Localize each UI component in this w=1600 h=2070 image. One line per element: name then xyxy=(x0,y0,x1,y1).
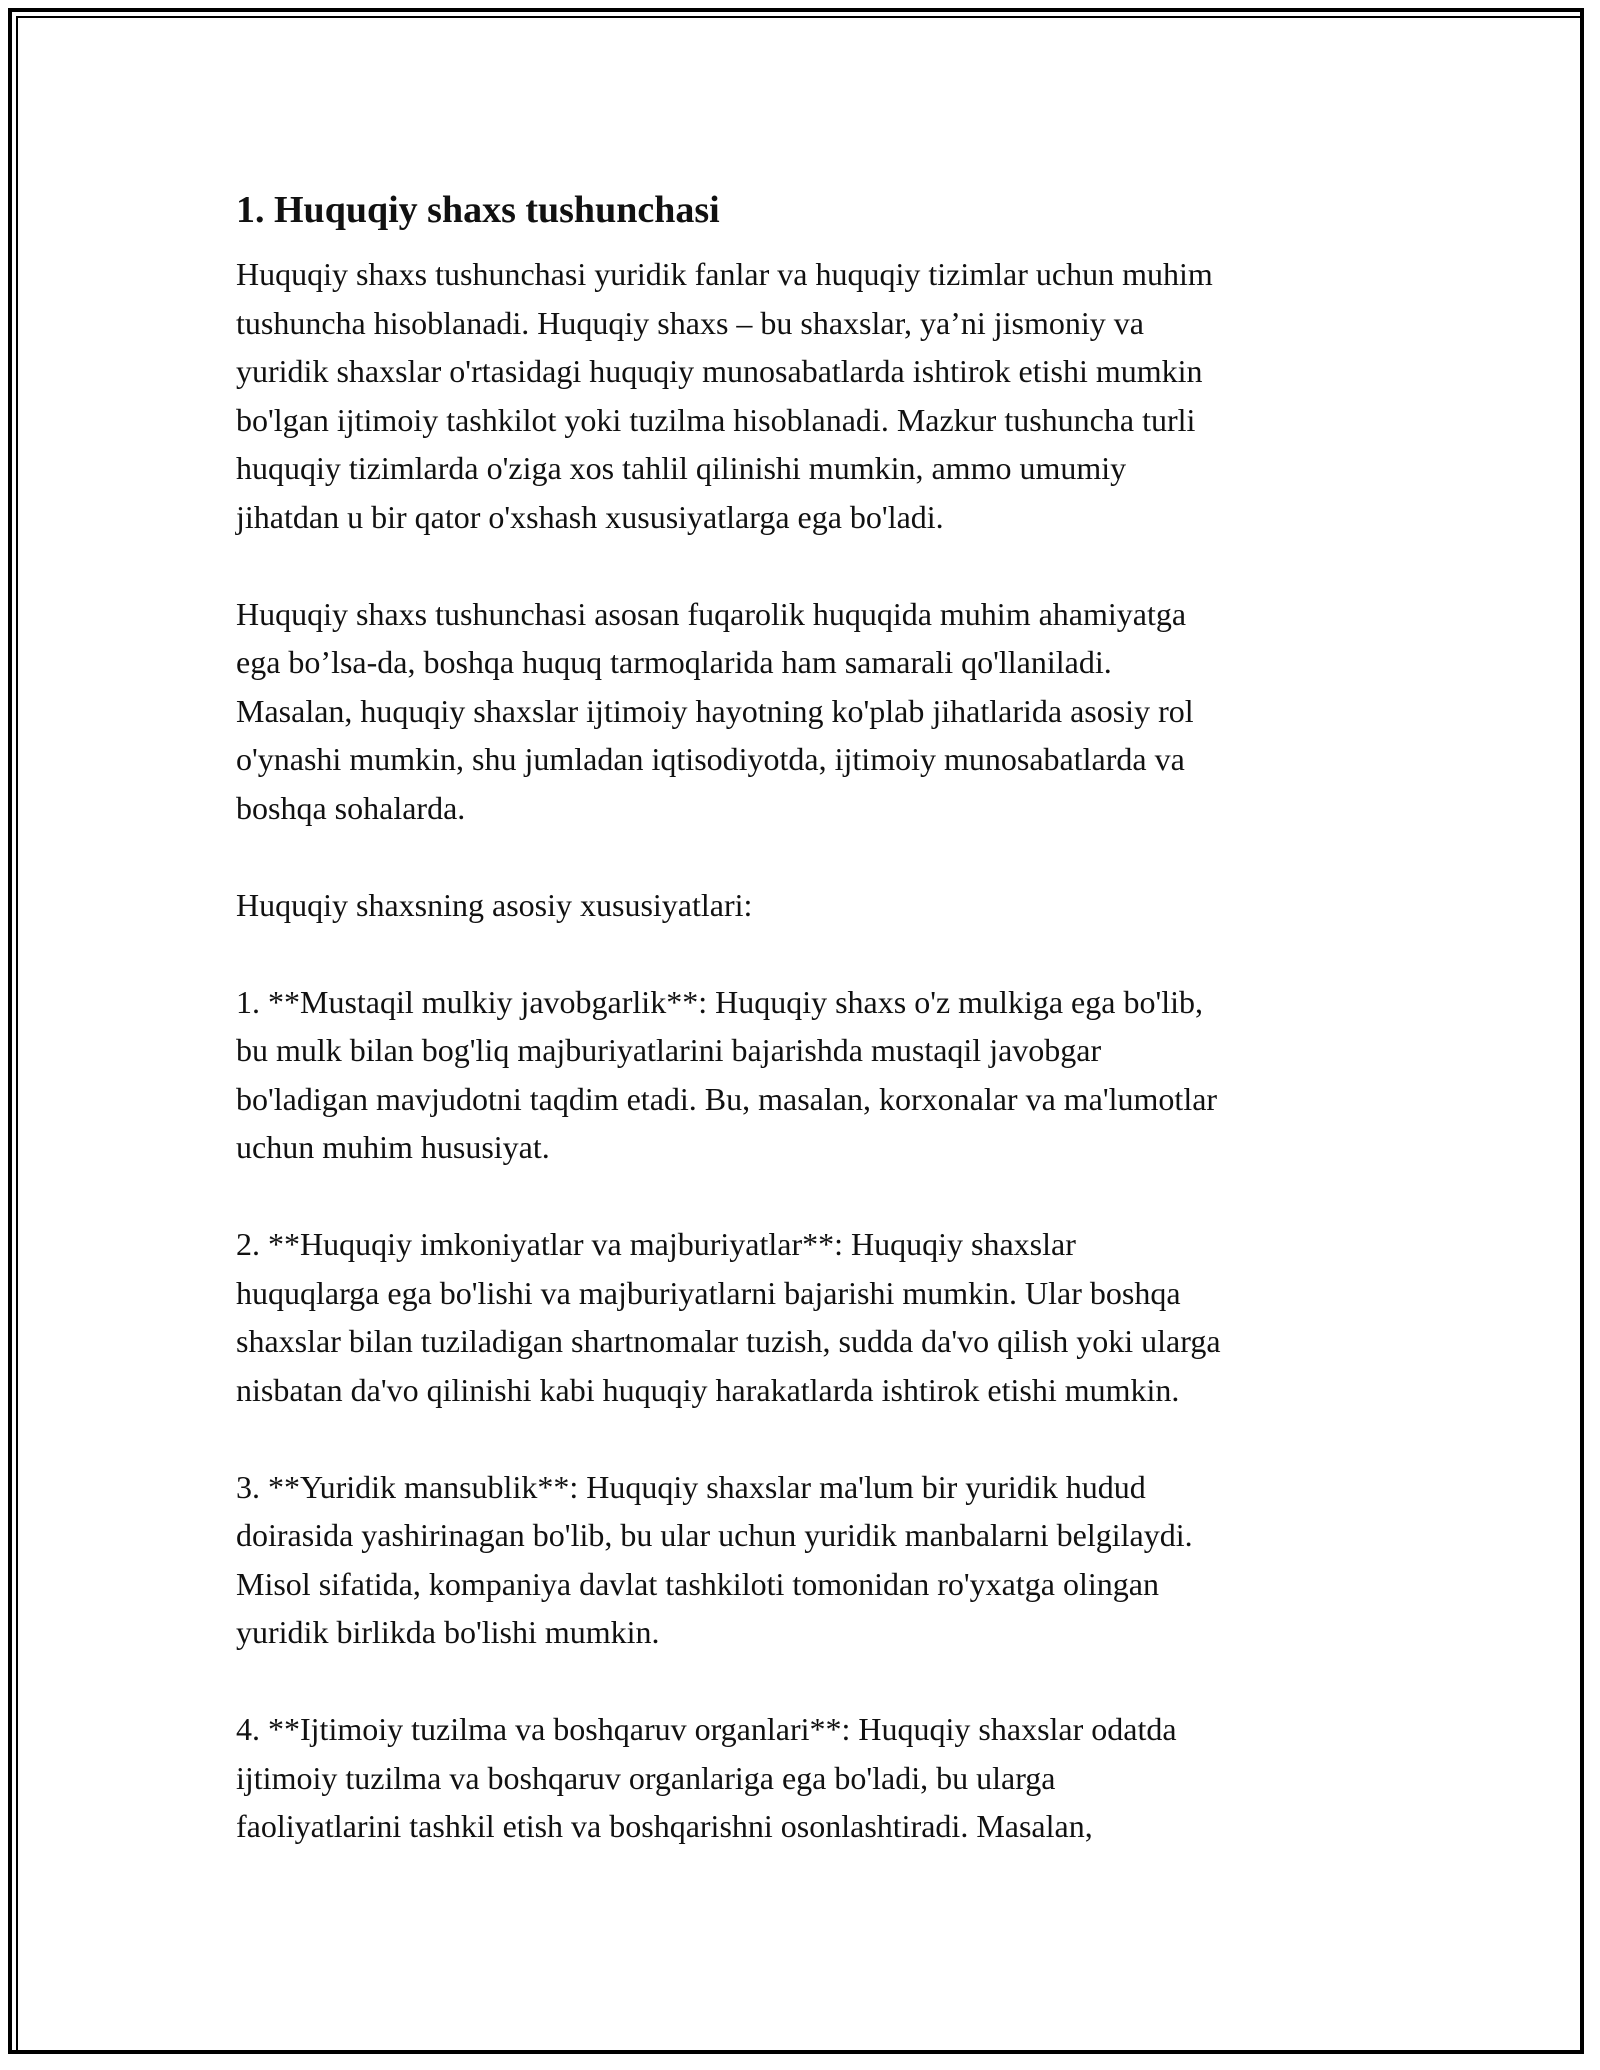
section-heading: 1. Huquqiy shaxs tushunchasi xyxy=(236,189,720,231)
paragraph-features-intro xyxy=(236,881,1376,930)
text-line: bo'ladigan mavjudotni taqdim etadi. Bu, masalan, korxonalar va ma'lumotlar xyxy=(236,1080,1218,1117)
list-item-4 xyxy=(236,1705,1376,1851)
text-line: Masalan, huquqiy shaxslar ijtimoiy hayotning ko'plab jihatlarida asosiy rol xyxy=(236,692,1194,729)
paragraph-intro xyxy=(236,250,1376,541)
text-line: nisbatan da'vo qilinishi kabi huquqiy harakatlarda ishtirok etishi mumkin. xyxy=(236,1371,1180,1408)
text-line: 4. **Ijtimoiy tuzilma va boshqaruv organlari**: Huquqiy shaxslar odatda xyxy=(236,1711,1177,1747)
text-line: doirasida yashirinagan bo'lib, bu ular uchun yuridik manbalarni belgilaydi. xyxy=(236,1517,1193,1553)
text-line: uchun muhim hususiyat. xyxy=(236,1129,550,1165)
text-line: o'ynashi mumkin, shu jumladan iqtisodiyotda, ijtimoiy munosabatlarda va xyxy=(236,741,1185,777)
text-line: Huquqiy shaxsning asosiy xususiyatlari: xyxy=(236,886,753,923)
text-line: ega bo’lsa-da, boshqa huquq tarmoqlarida ham samarali qo'llaniladi. xyxy=(236,644,1112,680)
text-line: Huquqiy shaxs tushunchasi asosan fuqarolik huquqida muhim ahamiyatga xyxy=(236,595,1187,632)
list-item-2 xyxy=(236,1220,1376,1414)
list-item-3 xyxy=(236,1463,1376,1657)
document-body xyxy=(236,186,1376,1899)
text-line: jihatdan u bir qator o'xshash xususiyatlarga ega bo'ladi. xyxy=(236,498,944,535)
paragraph-application xyxy=(236,590,1376,833)
text-line: shaxslar bilan tuziladigan shartnomalar tuzish, sudda da'vo qilish yoki ularga xyxy=(236,1323,1221,1359)
text-line: 2. **Huquqiy imkoniyatlar va majburiyatlar**: Huquqiy shaxslar xyxy=(236,1226,1076,1262)
text-line: faoliyatlarini tashkil etish va boshqarishni osonlashtiradi. Masalan, xyxy=(236,1808,1093,1844)
text-line: boshqa sohalarda. xyxy=(236,789,466,826)
text-line: bu mulk bilan bog'liq majburiyatlarini bajarishda mustaqil javobgar xyxy=(236,1032,1102,1068)
text-line: tushuncha hisoblanadi. Huquqiy shaxs – bu shaxslar, ya’ni jismoniy va xyxy=(236,304,1144,341)
text-line: ijtimoiy tuzilma va boshqaruv organlariga ega bo'ladi, bu ularga xyxy=(236,1759,1056,1796)
text-line: huquqiy tizimlarda o'ziga xos tahlil qilinishi mumkin, ammo umumiy xyxy=(236,450,1127,486)
text-line: Huquqiy shaxs tushunchasi yuridik fanlar va huquqiy tizimlar uchun muhim xyxy=(236,256,1213,292)
text-line: Misol sifatida, kompaniya davlat tashkiloti tomonidan ro'yxatga olingan xyxy=(236,1565,1159,1602)
text-line: huquqlarga ega bo'lishi va majburiyatlarni bajarishi mumkin. Ular boshqa xyxy=(236,1274,1181,1311)
list-item-1 xyxy=(236,978,1376,1172)
text-line: 3. **Yuridik mansublik**: Huquqiy shaxslar ma'lum bir yuridik hudud xyxy=(236,1468,1146,1505)
text-line: yuridik shaxslar o'rtasidagi huquqiy munosabatlarda ishtirok etishi mumkin xyxy=(236,353,1203,389)
text-line: 1. **Mustaqil mulkiy javobgarlik**: Huquqiy shaxs o'z mulkiga ega bo'lib, xyxy=(236,983,1203,1020)
text-line: bo'lgan ijtimoiy tashkilot yoki tuzilma hisoblanadi. Mazkur tushuncha turli xyxy=(236,401,1196,438)
text-line: yuridik birlikda bo'lishi mumkin. xyxy=(236,1614,660,1650)
